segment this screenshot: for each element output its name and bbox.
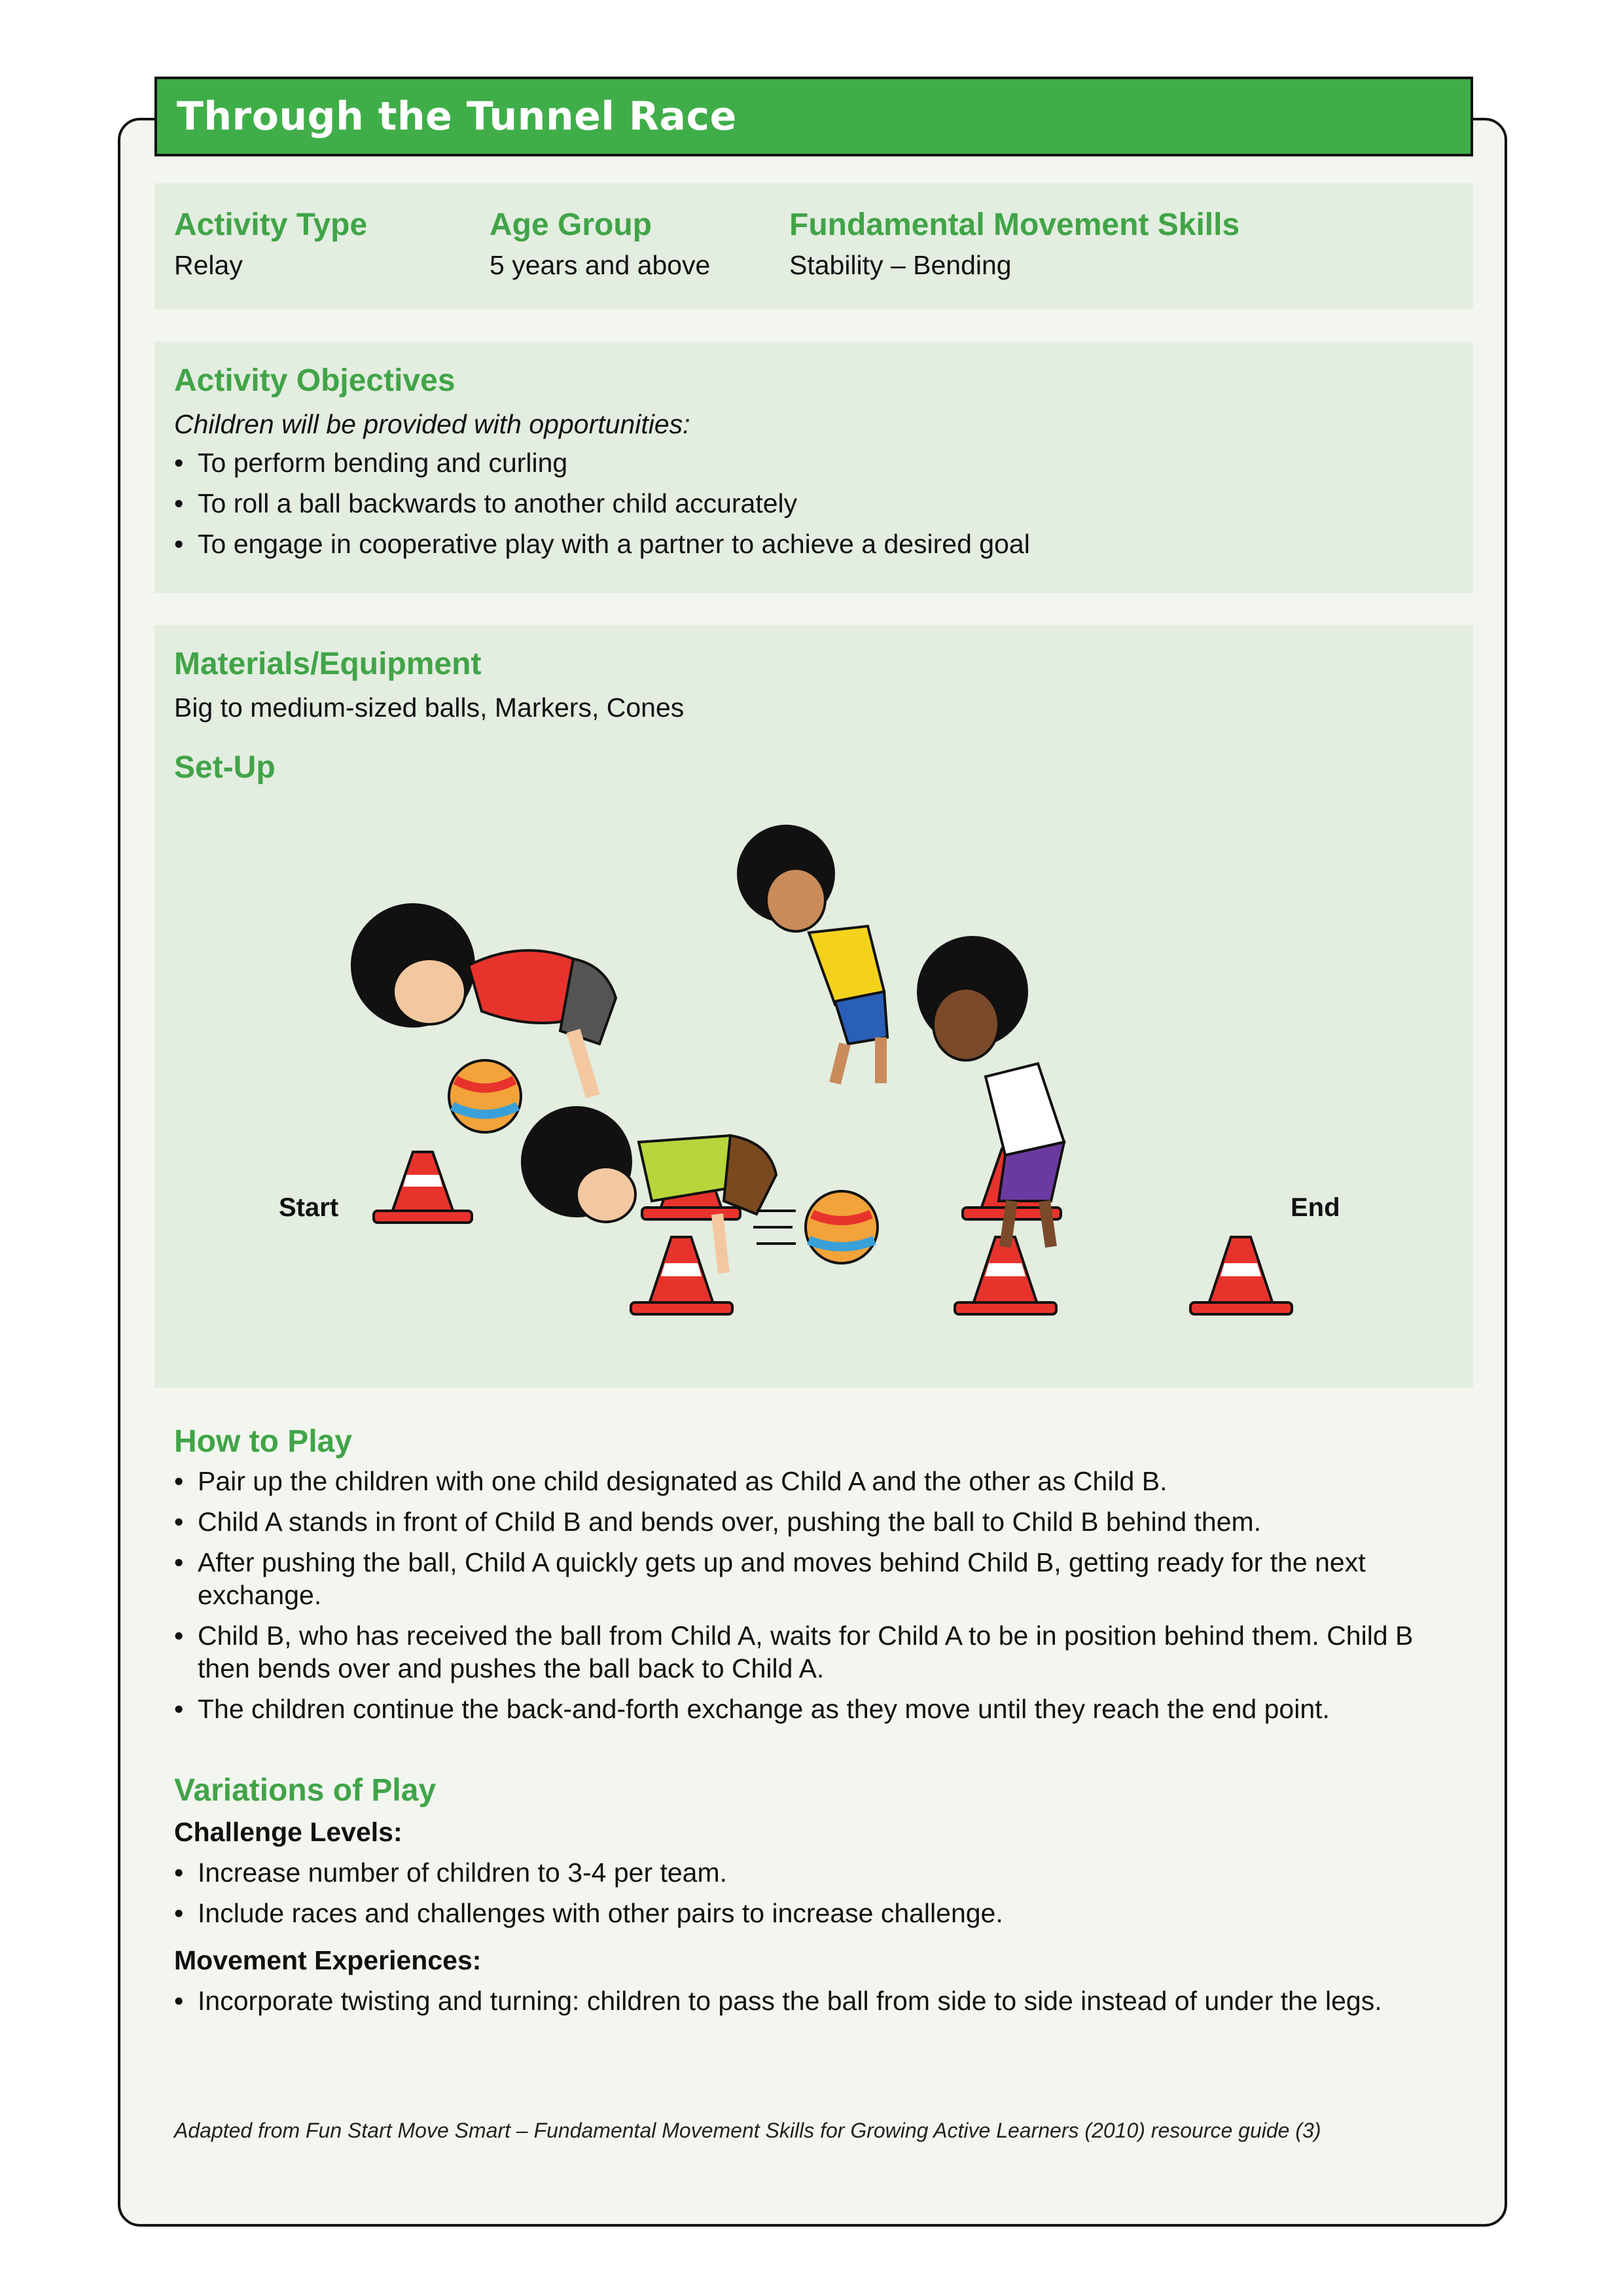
page-title: Through the Tunnel Race: [177, 94, 737, 139]
setup-illustration: [154, 625, 1473, 1388]
age-group-label: Age Group: [490, 207, 652, 242]
activity-type-value: Relay: [174, 250, 243, 280]
activity-info-panel: [154, 183, 1473, 309]
child-yellow-shirt: [737, 825, 887, 1083]
objectives-panel: [154, 342, 1473, 593]
cone-icon: [1190, 1237, 1292, 1314]
cone-icon: [955, 1237, 1056, 1314]
variations-heading: Variations of Play: [174, 1773, 437, 1808]
list-item: • Increase number of children to 3-4 per team.: [174, 1856, 1457, 1889]
skills-label: Fundamental Movement Skills: [789, 207, 1240, 242]
how-to-play-list: [174, 1465, 1457, 1733]
end-label: End: [1291, 1193, 1340, 1222]
ball-icon: [753, 1191, 878, 1263]
ball-icon: [449, 1060, 521, 1132]
objectives-list: [174, 446, 1030, 568]
list-item: • Include races and challenges with other pairs to increase challenge.: [174, 1897, 1457, 1929]
how-to-play-heading: How to Play: [174, 1424, 353, 1459]
materials-value: Big to medium-sized balls, Markers, Cones: [174, 692, 685, 723]
skills-block: [789, 207, 1240, 281]
list-item: • To engage in cooperative play with a partner to achieve a desired goal: [174, 528, 1030, 560]
movement-experiences-list: [174, 1984, 1457, 2025]
cone-icon: [374, 1152, 472, 1223]
materials-heading: Materials/Equipment: [174, 647, 482, 681]
list-item: • The children continue the back-and-forth exchange as they move until they reach the end point.: [174, 1693, 1457, 1725]
list-item: • To roll a ball backwards to another child accurately: [174, 487, 1030, 520]
movement-experiences-heading: Movement Experiences:: [174, 1945, 482, 1975]
age-group-value: 5 years and above: [490, 250, 711, 280]
source-footnote: Adapted from Fun Start Move Smart – Fundamental Movement Skills for Growing Active Learners (2010) resource guide (3): [174, 2119, 1321, 2142]
setup-heading: Set-Up: [174, 750, 276, 785]
list-item: • Child B, who has received the ball from Child A, waits for Child A to be in position behind them. Child B then bends over and pushes the ball back to Child A.: [174, 1619, 1457, 1685]
age-group-block: [490, 207, 710, 281]
list-item: • Incorporate twisting and turning: children to pass the ball from side to side instead of under the legs.: [174, 1984, 1457, 2017]
challenge-levels-heading: Challenge Levels:: [174, 1817, 402, 1847]
list-item: • Child A stands in front of Child B and bends over, pushing the ball to Child B behind them.: [174, 1505, 1457, 1538]
activity-type-label: Activity Type: [174, 207, 368, 242]
child-lime-shirt: [521, 1106, 776, 1273]
list-item: • To perform bending and curling: [174, 446, 1030, 479]
skills-value: Stability – Bending: [789, 250, 1012, 280]
objectives-intro: Children will be provided with opportunities:: [174, 409, 690, 439]
list-item: • Pair up the children with one child designated as Child A and the other as Child B.: [174, 1465, 1457, 1498]
activity-type-block: [174, 207, 367, 281]
objectives-heading: Activity Objectives: [174, 363, 455, 398]
start-label: Start: [279, 1193, 339, 1222]
challenge-levels-list: [174, 1856, 1457, 1937]
list-item: • After pushing the ball, Child A quickly gets up and moves behind Child B, getting ready for the next exchange.: [174, 1546, 1457, 1611]
title-bar: [154, 77, 1473, 156]
materials-setup-panel: [154, 625, 1473, 1388]
